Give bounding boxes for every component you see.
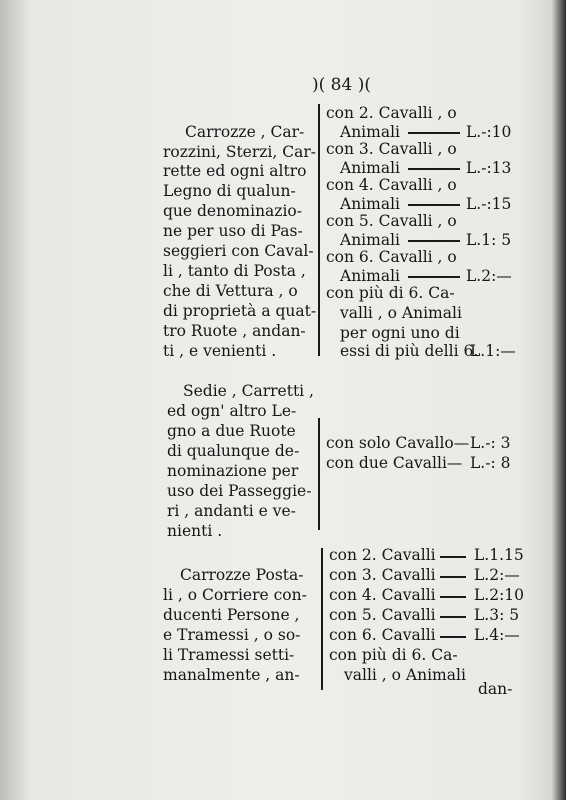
desc-line: di proprietà a quat-: [163, 302, 317, 320]
desc-line: ti , e venienti .: [163, 342, 277, 360]
rate-label: con 6. Cavalli , o: [326, 248, 457, 266]
column-divider-3: [321, 548, 323, 690]
rate-price: L.-: 3: [470, 434, 511, 452]
desc-line: di qualunque de-: [167, 442, 300, 460]
leader-line: [440, 596, 466, 598]
rate-label: Animali: [340, 159, 400, 177]
desc-line: ri , andanti e ve-: [167, 502, 296, 520]
desc-line: Carrozze , Car-: [185, 123, 305, 141]
rate-label: con 2. Cavalli: [329, 546, 436, 564]
rate-label: con due Cavalli—: [326, 454, 463, 472]
rate-price: L.1.15: [474, 546, 524, 564]
leader-line: [408, 204, 460, 206]
desc-line: Legno di qualun-: [163, 182, 296, 200]
rate-label: Animali: [340, 231, 400, 249]
leader-line: [440, 556, 466, 558]
rate-label: con 4. Cavalli , o: [326, 176, 457, 194]
desc-line: li , o Corriere con-: [163, 586, 307, 604]
desc-line: que denominazio-: [163, 202, 302, 220]
desc-line: li , tanto di Posta ,: [163, 262, 306, 280]
rate-label: con 5. Cavalli: [329, 606, 436, 624]
column-divider-2: [318, 418, 320, 530]
desc-line: Carrozze Posta-: [180, 566, 304, 584]
page-edge: [552, 0, 566, 800]
rate-price: L.-:13: [466, 159, 512, 177]
rate-price: L.2:—: [466, 267, 512, 285]
leader-line: [408, 276, 460, 278]
rate-label: con 2. Cavalli , o: [326, 104, 457, 122]
catchword: dan-: [478, 680, 513, 698]
column-divider-1: [318, 104, 320, 356]
rate-label: Animali: [340, 267, 400, 285]
rate-label: con 5. Cavalli , o: [326, 212, 457, 230]
desc-line: rozzini, Sterzi, Car-: [163, 143, 316, 161]
desc-line: che di Vettura , o: [163, 282, 298, 300]
rate-label: con più di 6. Ca-: [329, 646, 458, 664]
rate-label: per ogni uno di: [340, 324, 460, 342]
desc-line: tro Ruote , andan-: [163, 322, 306, 340]
leader-line: [440, 616, 466, 618]
page-number: )( 84 )(: [312, 75, 371, 95]
desc-line: uso dei Passeggie-: [167, 482, 312, 500]
leader-line: [440, 576, 466, 578]
rate-label: con più di 6. Ca-: [326, 284, 455, 302]
desc-line: Sedie , Carretti ,: [183, 382, 314, 400]
rate-label: con 6. Cavalli: [329, 626, 436, 644]
desc-line: gno a due Ruote: [167, 422, 296, 440]
desc-line: li Tramessi setti-: [163, 646, 295, 664]
rate-price: L.1:—: [470, 342, 516, 360]
rate-price: L.-:10: [466, 123, 512, 141]
rate-price: L.2:—: [474, 566, 520, 584]
rate-label: valli , o Animali: [340, 304, 462, 322]
rate-price: L.3: 5: [474, 606, 520, 624]
desc-line: ed ogn' altro Le-: [167, 402, 297, 420]
rate-label: Animali: [340, 195, 400, 213]
desc-line: manalmente , an-: [163, 666, 300, 684]
desc-line: rette ed ogni altro: [163, 162, 307, 180]
desc-line: ne per uso di Pas-: [163, 222, 303, 240]
leader-line: [408, 240, 460, 242]
rate-label: Animali: [340, 123, 400, 141]
leader-line: [408, 132, 460, 134]
rate-price: L.1: 5: [466, 231, 512, 249]
leader-line: [440, 636, 466, 638]
rate-label: con solo Cavallo—: [326, 434, 470, 452]
rate-label: con 3. Cavalli , o: [326, 140, 457, 158]
desc-line: ducenti Persone ,: [163, 606, 300, 624]
binding-shadow: [0, 0, 28, 800]
rate-label: essi di più delli 6.: [340, 342, 479, 360]
rate-price: L.-:15: [466, 195, 512, 213]
desc-line: e Tramessi , o so-: [163, 626, 301, 644]
rate-price: L.2:10: [474, 586, 525, 604]
rate-price: L.-: 8: [470, 454, 511, 472]
rate-label: con 4. Cavalli: [329, 586, 436, 604]
desc-line: seggieri con Caval-: [163, 242, 314, 260]
desc-line: nienti .: [167, 522, 223, 540]
rate-label: valli , o Animali: [344, 666, 466, 684]
desc-line: nominazione per: [167, 462, 299, 480]
leader-line: [408, 168, 460, 170]
rate-label: con 3. Cavalli: [329, 566, 436, 584]
rate-price: L.4:—: [474, 626, 520, 644]
